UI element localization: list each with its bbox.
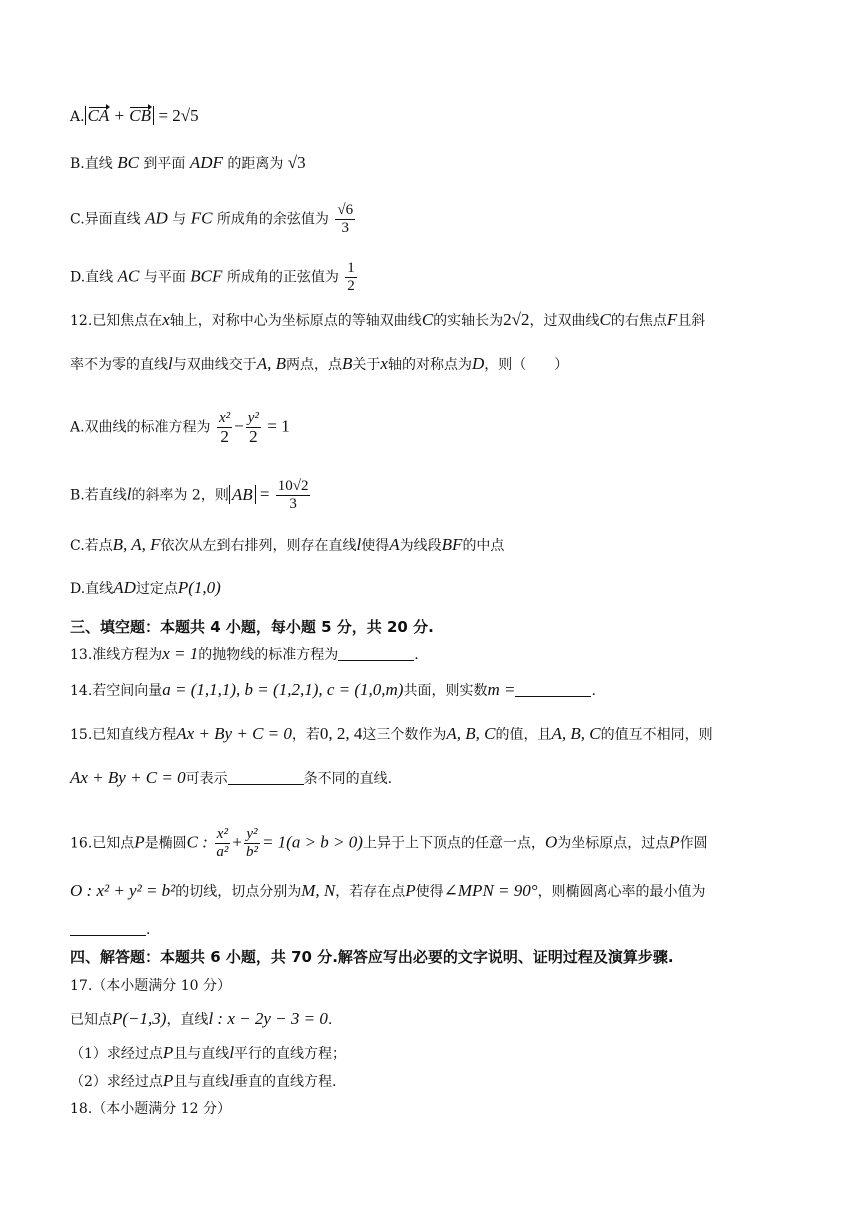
text: 的中点 <box>462 538 505 554</box>
text: D.直线 <box>70 269 118 286</box>
math-nums: 0, 2, 4 <box>319 724 363 743</box>
q17-part1 <box>70 1043 346 1064</box>
math-ellipse-name: C : <box>186 832 208 852</box>
text: 15.已知直线方程 <box>70 727 177 743</box>
text: C.若点 <box>70 538 113 554</box>
text: ，则（ ） <box>484 357 569 373</box>
text: 共面，则实数 <box>403 683 488 699</box>
fraction <box>345 260 357 295</box>
text: ，则椭圆离心率的最小值为 <box>537 884 706 900</box>
math-circle: O : x² + y² = b² <box>70 881 176 900</box>
text: 垂直的直线方程. <box>234 1074 337 1090</box>
answer-blank <box>228 770 304 785</box>
text: 轴上，对称中心为坐标原点的等轴双曲线 <box>169 313 422 329</box>
math-condition: = 1(a > b > 0) <box>261 832 363 852</box>
q11-option-b <box>70 153 306 174</box>
fraction <box>276 478 311 513</box>
text: 使得 <box>415 884 444 900</box>
math-fc: FC <box>190 208 213 228</box>
q15-line2 <box>70 768 392 789</box>
math-ad: AD <box>145 208 168 228</box>
text: ，直线 <box>166 1012 209 1028</box>
text: 作圆 <box>679 835 708 852</box>
q16-line2 <box>70 881 706 902</box>
option-label: A. <box>70 109 85 125</box>
math-p: P <box>669 832 680 852</box>
text: 是椭圆 <box>144 835 187 852</box>
text: ，若 <box>291 727 320 743</box>
text: 过定点 <box>135 581 178 597</box>
vector-cb: CB <box>129 106 152 125</box>
denominator: a² <box>216 844 229 860</box>
fraction <box>244 826 260 861</box>
numerator: x² <box>216 826 228 842</box>
q14 <box>70 680 596 701</box>
math-point: P(−1,3) <box>112 1009 167 1028</box>
math-adf: ADF <box>189 153 223 172</box>
text: 14.若空间向量 <box>70 683 163 699</box>
math-eq: Ax + By + C = 0 <box>70 768 186 787</box>
math-point: P(1,0) <box>177 578 221 597</box>
fraction <box>214 826 230 861</box>
text: 两点，点 <box>286 357 343 373</box>
math-p: P <box>162 1043 174 1062</box>
q12-option-a: A.双曲线的标准方程为 $\frac{\text{x²}}{2}$ − $\frac{\text{y²}}{2}$ = 1 <box>70 410 290 446</box>
denominator: 2 <box>249 427 258 446</box>
section-heading-fill-blank: 三、填空题：本题共 4 小题，每小题 5 分，共 20 分. <box>70 618 434 636</box>
q11-option-d <box>70 260 359 295</box>
text: D.直线 <box>70 581 114 597</box>
numerator: 10√2 <box>277 478 309 494</box>
text: 已知点 <box>70 1012 112 1028</box>
axis-length: 2√2 <box>503 310 530 329</box>
text: . <box>591 683 596 699</box>
math-o: O <box>544 832 558 852</box>
math-l: l <box>229 1043 235 1062</box>
text: 的值互不相同，则 <box>600 727 713 743</box>
math-mn: M, N <box>301 881 336 900</box>
math-l: l <box>356 535 362 554</box>
math-f: F <box>666 310 678 329</box>
numerator: y² <box>246 826 258 842</box>
text: 条不同的直线. <box>303 771 393 787</box>
math-c: C <box>421 310 434 329</box>
denominator: 3 <box>341 220 349 236</box>
math-ad: AD <box>113 578 136 597</box>
text: 到平面 <box>138 156 190 172</box>
text: 且与直线 <box>173 1046 230 1062</box>
math-ac: AC <box>117 266 140 286</box>
text: 16.已知点 <box>70 835 135 852</box>
text: . <box>146 922 151 938</box>
option-value: = 1 <box>267 416 290 436</box>
math-bcf: BCF <box>190 266 223 286</box>
text: 的值，且 <box>495 727 552 743</box>
text: 的斜率为 2，则 <box>131 487 229 504</box>
math-eq: x = 1 <box>162 644 199 663</box>
text: 使得 <box>361 538 390 554</box>
q16-line3 <box>70 920 150 940</box>
fraction <box>335 202 355 237</box>
q13 <box>70 644 419 665</box>
numerator: x² <box>219 410 231 426</box>
q12-option-d <box>70 578 221 599</box>
text: . <box>414 647 419 663</box>
text: 平行的直线方程； <box>234 1046 347 1062</box>
answer-blank <box>515 682 591 697</box>
option-value: √3 <box>287 153 306 172</box>
math-eq: Ax + By + C = 0 <box>176 724 292 743</box>
answer-blank <box>338 646 414 661</box>
section-heading-solutions: 四、解答题：本题共 6 小题，共 70 分.解答应写出必要的文字说明、证明过程及演算步骤. <box>70 948 674 966</box>
text: 的切线，切点分别为 <box>175 884 302 900</box>
numerator: √6 <box>337 202 354 218</box>
denominator: 3 <box>289 496 297 512</box>
math-a: A <box>389 535 400 554</box>
math-p: P <box>162 1071 174 1090</box>
vector-ca: CA <box>87 106 110 125</box>
q18-title: 18.（本小题满分 12 分） <box>70 1101 231 1117</box>
math-points: B, A, F <box>112 535 161 554</box>
q11-option-c <box>70 202 357 237</box>
text: 12.已知焦点在 <box>70 313 163 329</box>
text: 关于 <box>352 357 381 373</box>
q15-line1 <box>70 724 713 745</box>
math-x: x <box>162 310 170 329</box>
q12-option-c <box>70 535 504 556</box>
math-x: x <box>380 354 388 373</box>
abs-ab: AB <box>229 485 256 504</box>
q17-given <box>70 1009 332 1030</box>
denominator: b² <box>245 844 258 860</box>
answer-blank <box>70 921 146 936</box>
text: 所成角的正弦值为 <box>222 269 339 286</box>
text: 轴的对称点为 <box>387 357 472 373</box>
text: B.直线 <box>70 156 118 172</box>
text: . <box>327 1012 333 1028</box>
q12-stem-line2 <box>70 354 568 375</box>
text: 率不为零的直线 <box>70 357 168 373</box>
text: 为线段 <box>399 538 442 554</box>
math-abc: A, B, C <box>551 724 601 743</box>
math-d: D <box>471 354 485 373</box>
q17-part2 <box>70 1071 337 1092</box>
math-angle: ∠MPN = 90° <box>443 881 538 900</box>
denominator: 2 <box>220 427 229 446</box>
text: 可表示 <box>185 771 228 787</box>
math-l: l <box>168 354 173 373</box>
q16-line1: 16.已知点P是椭圆C : $\frac{\text{x²}}{\text{a²}}$ + $\frac{\text{y²}}{\text{b²}}$ = 1(a > b > 0)上异于上下顶点的任意一点，O为坐标原点，过点P作圆 <box>70 826 708 860</box>
math-l: l <box>126 484 132 504</box>
q12-option-b: B.若直线l的斜率为 2，则 AB = $\frac{10√2}{3}$ <box>70 478 309 512</box>
math-abc: A, B, C <box>446 724 496 743</box>
q17-title: 17.（本小题满分 10 分） <box>70 978 231 994</box>
text: 13.准线方程为 <box>70 647 163 663</box>
numerator: y² <box>247 410 259 426</box>
text: 为坐标原点，过点 <box>557 835 670 852</box>
q11-option-a <box>70 106 199 127</box>
text: （1）求经过点 <box>70 1046 163 1062</box>
math-c: C <box>599 310 611 329</box>
math-b: B <box>342 354 353 373</box>
option-value: = 2√5 <box>158 106 199 125</box>
text: 与双曲线交于 <box>172 357 257 373</box>
numerator: 1 <box>347 260 355 276</box>
text: 的抛物线的标准方程为 <box>198 647 339 663</box>
denominator: 2 <box>347 278 355 294</box>
text: B.若直线 <box>70 487 127 504</box>
math-l: l <box>229 1071 235 1090</box>
text: 这三个数作为 <box>362 727 447 743</box>
text: ，过双曲线 <box>529 313 600 329</box>
text: ，若存在点 <box>335 884 406 900</box>
vector-sum-abs: CA + CB <box>85 106 154 125</box>
math-ab: A, B <box>256 354 287 373</box>
math-vectors: a = (1,1,1), b = (1,2,1), c = (1,0,m) <box>162 680 404 699</box>
text: 的右焦点 <box>610 313 667 329</box>
text: 且斜 <box>677 313 706 329</box>
fraction <box>217 410 232 445</box>
text: A.双曲线的标准方程为 <box>70 419 211 436</box>
math-p: P <box>405 881 416 900</box>
math-line: l : x − 2y − 3 = 0 <box>208 1009 328 1028</box>
fraction <box>246 410 261 445</box>
math-m: m = <box>487 680 516 699</box>
text: 上异于上下顶点的任意一点， <box>362 835 545 852</box>
text: 的距离为 <box>222 156 288 172</box>
text: C.异面直线 <box>70 211 146 228</box>
math-bf: BF <box>441 535 463 554</box>
text: 与 <box>167 211 191 228</box>
text: 所成角的余弦值为 <box>212 211 329 228</box>
text: 与平面 <box>139 269 191 286</box>
q12-stem-line1 <box>70 310 705 331</box>
text: 依次从左到右排列，则存在直线 <box>160 538 357 554</box>
text: 的实轴长为 <box>433 313 504 329</box>
text: 且与直线 <box>173 1074 230 1090</box>
text: （2）求经过点 <box>70 1074 163 1090</box>
math-bc: BC <box>117 153 139 172</box>
math-p: P <box>134 832 145 852</box>
